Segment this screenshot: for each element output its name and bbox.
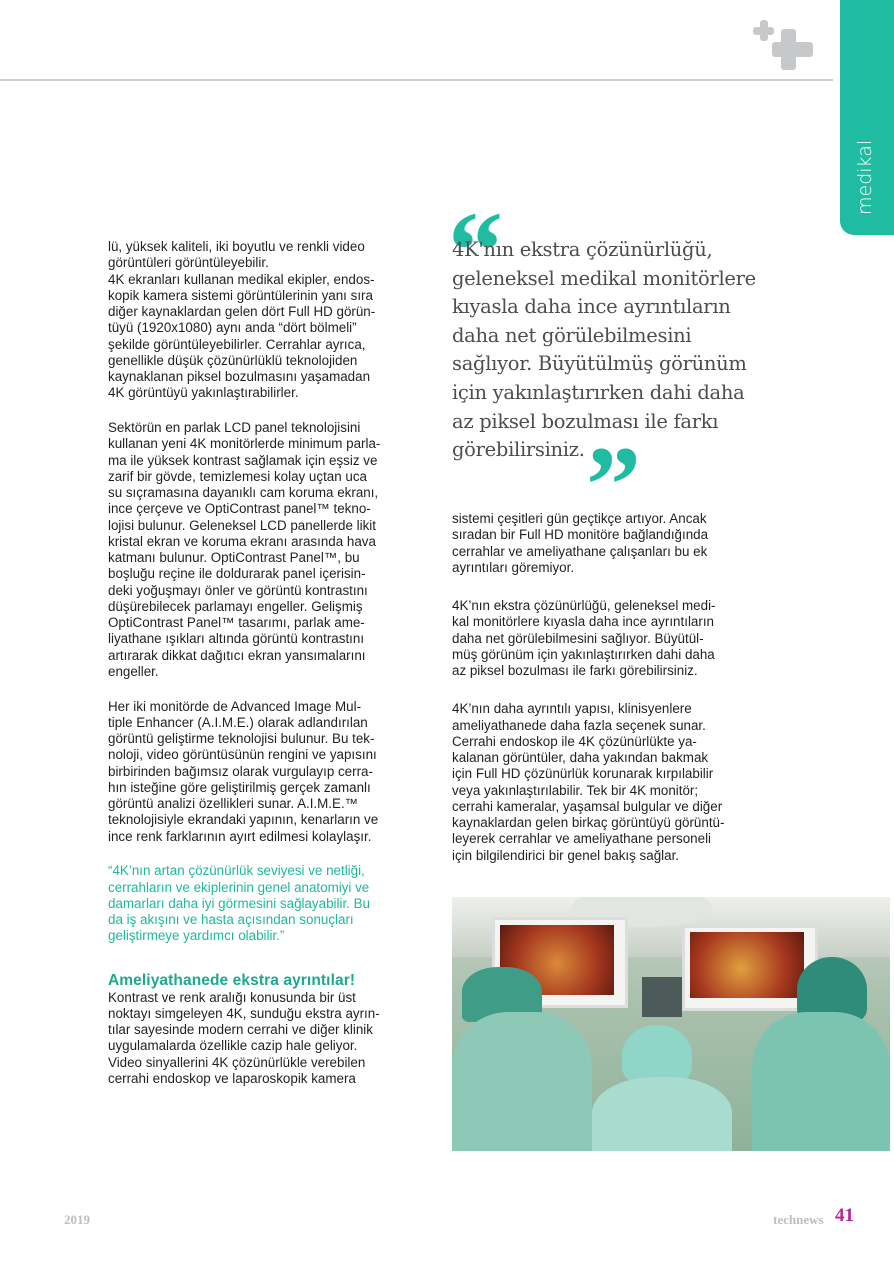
text-line: Cerrahi endoskop ile 4K çözünürlükte ya- [452,733,697,749]
paragraph [452,511,724,576]
text-line: noloji, video görüntüsünün rengini ve yapısını [108,747,377,763]
text-line: su sıçramasına dayanıklı cam koruma ekranı, [108,485,379,500]
text-line: tüyü (1920x1080) aynı anda “dört bölmeli” [108,320,357,336]
text-line: görebilirsiniz. [452,438,585,462]
text-line: müş görünüm için yakınlaştırırken dahi daha [452,646,715,662]
text-line: genellikle düşük çözünürlüklü teknolojiden [108,352,358,368]
text-line: lü, yüksek kaliteli, iki boyutlu ve renkli video [108,239,365,254]
text-line: artırarak dikkat dağıtıcı ekran yansımalarını [108,647,366,663]
text-line: görüntü geliştirme teknolojisi bulunur. Bu tek- [108,731,375,746]
text-line: geliştirmeye yardımcı olabilir.” [108,928,285,944]
text-line: görüntüleri görüntüleyebilir. [108,255,269,271]
text-line: az piksel bozulması ile farkı [452,409,719,433]
section-tab [840,0,894,235]
open-quote-mark: “ [448,189,503,311]
text-line: OptiContrast Panel™ tasarımı, parlak ame- [108,615,365,630]
header-divider [0,79,833,81]
text-line: teknolojisiyle ekrandaki yapının, kenarların ve [108,812,379,828]
text-line: düşürebilecek parlamayı engeller. Gelişmiş [108,598,363,614]
text-line: görüntü analizi özellikleri sunar. A.I.M.E.™ [108,796,359,811]
text-line: için bilgilendirici bir genel bakış sağlar. [452,847,680,863]
text-line: kalanan görüntüler, daha yakından bakmak [452,750,709,765]
text-line: cerrahi kameralar, yaşamsal bulgular ve diğer [452,798,723,814]
text-line: noktayı simgeleyen 4K, sunduğu ekstra ayrın- [108,1005,380,1021]
text-line: katmanı bulunur. OptiContrast Panel™, bu [108,550,360,565]
text-line: sistemi çeşitleri gün geçtikçe artıyor. Ancak [452,511,707,526]
text-line: ayrıntıları göremiyor. [452,559,575,575]
paragraph [108,699,380,845]
paragraph [452,598,724,679]
text-line: Sektörün en parlak LCD panel teknolojisini [108,420,361,435]
paragraph [452,701,724,864]
text-line: tılar sayesinde modern cerrahi ve diğer klinik [108,1022,373,1037]
text-line: hın isteğine göre geliştirilmiş gerçek zamanlı [108,779,371,795]
text-line: daha net görülebilmesini sağlıyor. Büyütül- [452,630,704,646]
text-line: 4K ekranları kullanan medikal ekipler, endos- [108,271,375,287]
text-line: engeller. [108,663,159,679]
text-line: kaynaklardan gelen birkaç görüntüyü görüntü- [452,815,725,830]
text-line: liyathane ışıkları altında görüntü kontrastını [108,631,365,647]
paragraph [108,990,380,1088]
text-line: leyerek cerrahlar ve ameliyathane personeli [452,831,712,847]
text-line: lojisi bulunur. Geleneksel LCD panellerde likit [108,517,376,533]
text-line: 4K görüntüyü yakınlaştırabilirler. [108,385,299,401]
page-number: 41 [835,1205,854,1226]
text-line: kal monitörlere kıyasla daha ince ayrıntıların [452,614,714,630]
text-line: ince renk farklarının ayırt edilmesi kolaylaşır. [108,828,372,844]
text-line: kıyasla daha ince ayrıntıların [452,295,731,319]
text-line: kullanan yeni 4K monitörlerde minimum parla- [108,436,381,452]
text-line: Her iki monitörde de Advanced Image Mul- [108,698,362,714]
paragraph [108,420,380,680]
text-line: boşluğu reçine ile doldurarak panel içerisin- [108,566,366,582]
text-line: Video sinyallerini 4K çözünürlükle verebilen [108,1054,366,1070]
text-line: damarları daha iyi görmesini sağlayabilir. Bu [108,895,370,911]
text-line: uygulamalarda özellikle cazip hale geliyor. [108,1038,358,1054]
paragraph [108,239,380,402]
footer-year: 2019 [64,1212,90,1227]
text-line: sağlıyor. Büyütülmüş görünüm [452,352,747,376]
text-line: diğer kaynaklardan gelen dört Full HD görün- [108,304,376,319]
text-line: kaynaklanan piksel bozulmasını yaşamadan [108,369,371,384]
text-line: için Full HD çözünürlük korunarak kırpılabilir [452,766,714,782]
text-line: da iş akışını ve hasta açısından sonuçları [108,912,354,927]
left-column [108,239,380,1087]
close-quote-mark: ” [586,424,641,546]
text-line: az piksel bozulması ile farkı görebilirsiniz. [452,663,698,678]
text-line: deki yoğuşmayı önler ve görüntü kontrastını [108,582,368,598]
text-line: zarif bir gövde, temizlemesi kolay uçtan uca [108,468,367,484]
text-line: ma ile yüksek kontrast sağlamak için eşsiz ve [108,452,378,468]
operating-room-photo [452,897,890,1151]
highlight-quote [108,863,380,944]
text-line: cerrahlar ve ameliyathane çalışanları bu ek [452,543,708,559]
right-column [452,511,724,864]
section-tab-label: medikal [854,139,876,215]
text-line: “4K’nın artan çözünürlük seviyesi ve netliği, [108,863,365,879]
text-line: Kontrast ve renk aralığı konusunda bir üst [108,989,356,1005]
text-line: daha net görülebilmesini [452,323,692,347]
text-line: için yakınlaştırırken dahi daha [452,380,745,404]
text-line: veya yakınlaştırılabilir. Tek bir 4K monitör; [452,782,699,798]
text-line: geleneksel medikal monitörlere [452,266,756,290]
text-line: şekilde görüntüleyebilirler. Cerrahlar ayrıca, [108,336,366,352]
text-line: 4K’nın ekstra çözünürlüğü, geleneksel medi- [452,598,716,613]
text-line: kopik kamera sistemi görüntülerinin yanı sıra [108,287,373,303]
text-line: ince çerçeve ve OptiContrast panel™ tekno- [108,501,371,517]
text-line: 4K'nın ekstra çözünürlüğü, [452,238,713,261]
text-line: kristal ekran ve koruma ekranı arasında hava [108,533,376,549]
text-line: tiple Enhancer (A.I.M.E.) olarak adlandırılan [108,714,368,730]
text-line: ameliyathanede daha fazla seçenek sunar. [452,717,706,733]
text-line: 4K’nın daha ayrıntılı yapısı, klinisyenlere [452,701,692,717]
text-line: sıradan bir Full HD monitöre bağlandığında [452,527,709,543]
text-line: cerrahi endoskop ve laparoskopik kamera [108,1070,356,1086]
text-line: birbirinden bağımsız olarak vurgulayıp cerra- [108,763,373,779]
section-heading: Ameliyathanede ekstra ayrıntılar! [108,971,356,989]
text-line: cerrahların ve ekiplerinin genel anatomiyi ve [108,879,370,895]
footer-brand: technews [773,1212,824,1227]
